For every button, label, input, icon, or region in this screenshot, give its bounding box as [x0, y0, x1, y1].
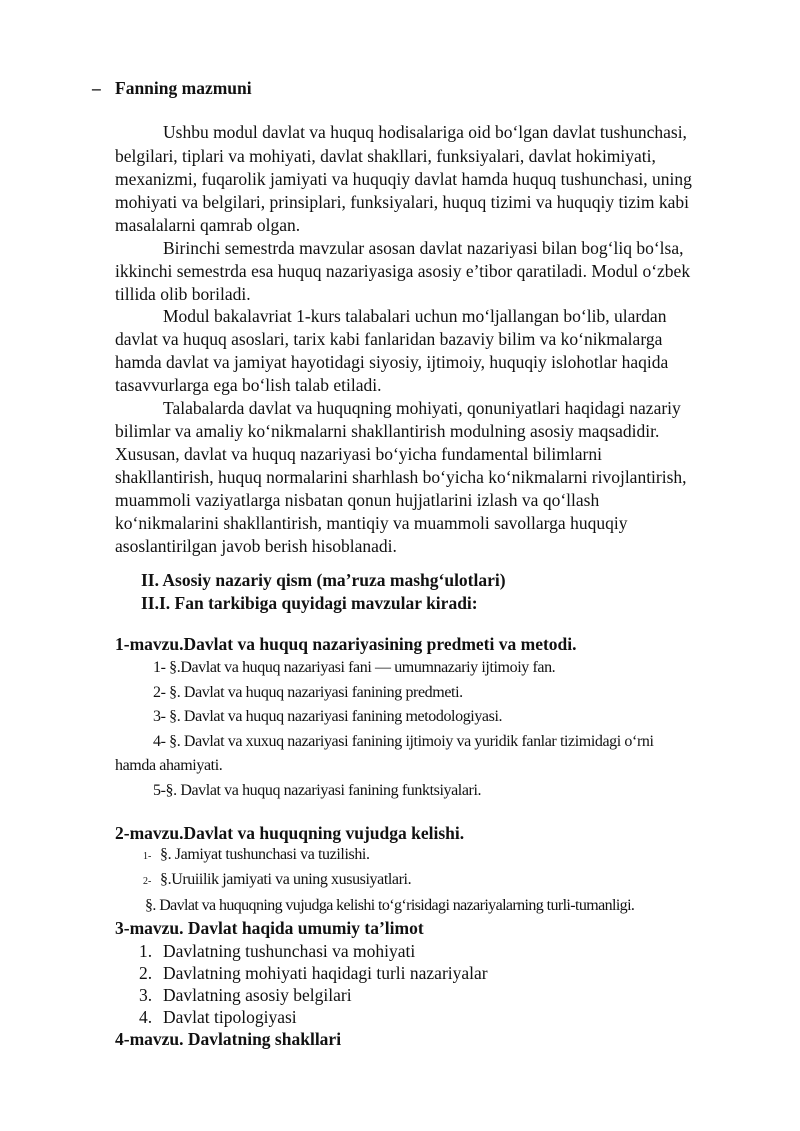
list-number: 2. — [139, 963, 153, 983]
paragraph-line: davlat va huquq asoslari, tarix kabi fanlaridan bazaviy bilim va ko‘nikmalarga — [115, 329, 663, 349]
list-item: Davlatning mohiyati haqidagi turli nazariyalar — [163, 963, 488, 983]
paragraph-line: asoslantirilgan javob berish hisoblanadi. — [115, 536, 397, 556]
list-number: 3. — [139, 985, 153, 1005]
heading-dash: – — [92, 78, 101, 98]
paragraph-line: Modul bakalavriat 1-kurs talabalari uchun mo‘ljallangan bo‘lib, ulardan — [163, 306, 667, 326]
paragraph-line: mexanizmi, fuqarolik jamiyati va huquqiy davlat hamda huquq tushunchasi, uning — [115, 169, 692, 189]
list-number: 1. — [139, 941, 153, 961]
paragraph-line: mohiyati va belgilari, prinsiplari, funksiyalari, huquq tizimi va huquqiy tizim kabi — [115, 192, 689, 212]
topic-title: 3-mavzu. Davlat haqida umumiy ta’limot — [115, 918, 424, 938]
list-item: Davlat tipologiyasi — [163, 1007, 297, 1027]
paragraph-line: hamda davlat va jamiyat hayotidagi siyosiy, ijtimoiy, huquqiy islohotlar haqida — [115, 352, 669, 372]
section-subtitle: II.I. Fan tarkibiga quyidagi mavzular kiradi: — [141, 593, 478, 613]
paragraph-line: Ushbu modul davlat va huquq hodisalariga oid bo‘lgan davlat tushunchasi, — [163, 122, 687, 142]
paragraph-line: bilimlar va amaliy ko‘nikmalarni shakllantirish modulning asosiy maqsadidir. — [115, 421, 660, 441]
topic-item: §. Jamiyat tushunchasi va tuzilishi. — [160, 846, 370, 863]
topic-title: 4-mavzu. Davlatning shakllari — [115, 1029, 342, 1049]
topic-item: hamda ahamiyati. — [115, 757, 223, 774]
topic-item: §.Uruiilik jamiyati va uning xususiyatlari. — [160, 871, 412, 888]
paragraph-line: ko‘nikmalarini shakllantirish, mantiqiy va muammoli savollarga huquqiy — [115, 513, 628, 533]
topic-title: 2-mavzu.Davlat va huquqning vujudga kelishi. — [115, 823, 465, 843]
topic-item: §. Davlat va huquqning vujudga kelishi to‘g‘risidagi nazariyalarning turli-tumanligi. — [145, 897, 635, 914]
topic-item-number: 2- — [143, 876, 152, 887]
topic-item: 3- §. Davlat va huquq nazariyasi fanining metodologiyasi. — [153, 708, 503, 725]
paragraph-line: Xususan, davlat va huquq nazariyasi bo‘yicha fundamental bilimlarni — [115, 444, 602, 464]
section-title: II. Asosiy nazariy qism (ma’ruza mashg‘ulotlari) — [141, 570, 506, 590]
list-item: Davlatning tushunchasi va mohiyati — [163, 941, 416, 961]
paragraph-line: muammoli vaziyatlarga nisbatan qonun hujjatlarini izlash va qo‘llash — [115, 490, 600, 510]
topic-item: 1- §.Davlat va huquq nazariyasi fani — umumnazariy ijtimoiy fan. — [153, 659, 556, 676]
paragraph-line: ikkinchi semestrda esa huquq nazariyasiga asosiy e’tibor qaratiladi. Modul o‘zbek — [115, 261, 691, 281]
paragraph-line: Birinchi semestrda mavzular asosan davlat nazariyasi bilan bog‘liq bo‘lsa, — [163, 238, 684, 258]
topic-item-number: 1- — [143, 851, 152, 862]
paragraph-line: shakllantirish, huquq normalarini sharhlash bo‘yicha ko‘nikmalarni rivojlantirish, — [115, 467, 687, 487]
list-number: 4. — [139, 1007, 153, 1027]
page-heading: Fanning mazmuni — [115, 78, 252, 98]
paragraph-line: belgilari, tiplari va mohiyati, davlat shakllari, funksiyalari, davlat hokimiyati, — [115, 146, 656, 166]
paragraph-line: tillida olib boriladi. — [115, 284, 251, 304]
paragraph-line: masalalarni qamrab olgan. — [115, 215, 301, 235]
topic-item: 5-§. Davlat va huquq nazariyasi fanining funktsiyalari. — [153, 782, 482, 799]
paragraph-line: Talabalarda davlat va huquqning mohiyati, qonuniyatlari haqidagi nazariy — [163, 398, 681, 418]
paragraph-line: tasavvurlarga ega bo‘lish talab etiladi. — [115, 375, 382, 395]
topic-title: 1-mavzu.Davlat va huquq nazariyasining predmeti va metodi. — [115, 634, 577, 654]
topic-item: 4- §. Davlat va xuxuq nazariyasi fanining ijtimoiy va yuridik fanlar tizimidagi o‘rni — [153, 733, 654, 750]
list-item: Davlatning asosiy belgilari — [163, 985, 352, 1005]
topic-item: 2- §. Davlat va huquq nazariyasi fanining predmeti. — [153, 684, 463, 701]
